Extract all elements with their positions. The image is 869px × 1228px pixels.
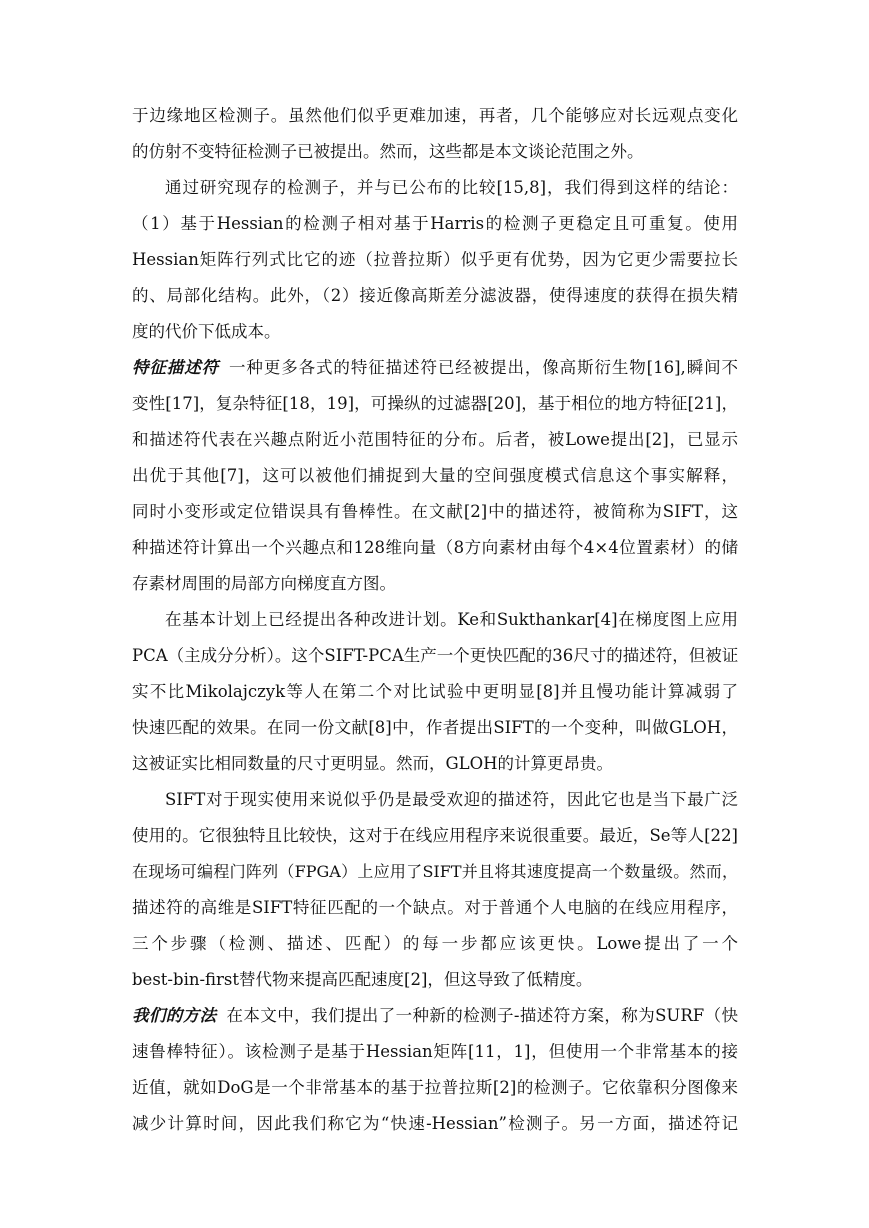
text-line: 使用的。它很独特且比较快，这对于在线应用程序来说很重要。最近，Se等人[22]: [132, 826, 738, 845]
text-line: 的、局部化结构。此外，（2）接近像高斯差分滤波器，使得速度的获得在损失精: [132, 286, 738, 305]
text-run: 一种更多各式的特征描述符已经被提出，像高斯衍生物[16],瞬间不: [229, 358, 738, 377]
text-line: 减少计算时间，因此我们称它为“快速-Hessian”检测子。另一方面，描述符记: [132, 1114, 738, 1133]
text-line: 通过研究现存的检测子，并与已公布的比较[15,8]，我们得到这样的结论：: [165, 178, 738, 197]
text-line: [132, 998, 738, 1034]
text-line: 在现场可编程门阵列（FPGA）上应用了SIFT并且将其速度提高一个数量级。然而，: [132, 862, 738, 881]
text-line: 出优于其他[7]，这可以被他们捕捉到大量的空间强度模式信息这个事实解释，: [132, 466, 738, 485]
section-heading: 我们的方法: [132, 1006, 217, 1025]
text-line: （1）基于Hessian的检测子相对基于Harris的检测子更稳定且可重复。使用: [132, 214, 738, 233]
text-line: 快速匹配的效果。在同一份文献[8]中，作者提出SIFT的一个变种，叫做GLOH，: [132, 718, 738, 737]
text-line: 描述符的高维是SIFT特征匹配的一个缺点。对于普通个人电脑的在线应用程序，: [132, 898, 738, 917]
text-line: 和描述符代表在兴趣点附近小范围特征的分布。后者，被Lowe提出[2]，已显示: [132, 430, 738, 449]
text-line: SIFT对于现实使用来说似乎仍是最受欢迎的描述符，因此它也是当下最广泛: [165, 790, 738, 809]
text-line: 在基本计划上已经提出各种改进计划。Ke和Sukthankar[4]在梯度图上应用: [165, 610, 738, 629]
text-run: 在本文中，我们提出了一种新的检测子-描述符方案，称为SURF（快: [226, 1006, 738, 1025]
text-line: best-bin-first替代物来提高匹配速度[2]，但这导致了低精度。: [132, 970, 593, 989]
text-line: 实不比Mikolajczyk等人在第二个对比试验中更明显[8]并且慢功能计算减弱了: [132, 682, 738, 701]
text-line: [132, 350, 738, 386]
text-line: 于边缘地区检测子。虽然他们似乎更难加速，再者，几个能够应对长远观点变化: [132, 106, 738, 125]
text-line: 速鲁棒特征）。该检测子是基于Hessian矩阵[11，1]，但使用一个非常基本的接: [132, 1042, 738, 1061]
text-line: 这被证实比相同数量的尺寸更明显。然而，GLOH的计算更昂贵。: [132, 754, 614, 773]
text-line: 变性[17]，复杂特征[18，19]，可操纵的过滤器[20]，基于相位的地方特征[21]，: [132, 394, 738, 413]
text-line: 的仿射不变特征检测子已被提出。然而，这些都是本文谈论范围之外。: [132, 142, 644, 161]
text-line: 近值，就如DoG是一个非常基本的基于拉普拉斯[2]的检测子。它依靠积分图像来: [132, 1078, 738, 1097]
text-line: 度的代价下低成本。: [132, 322, 281, 341]
text-line: Hessian矩阵行列式比它的迹（拉普拉斯）似乎更有优势，因为它更少需要拉长: [132, 250, 738, 269]
text-line: 三个步骤（检测、描述、匹配）的每一步都应该更快。Lowe提出了一个: [132, 934, 738, 953]
text-line: 同时小变形或定位错误具有鲁棒性。在文献[2]中的描述符，被简称为SIFT，这: [132, 502, 738, 521]
section-heading: 特征描述符: [132, 358, 220, 377]
text-line: PCA（主成分分析）。这个SIFT-PCA生产一个更快匹配的36尺寸的描述符，但被证: [132, 646, 738, 665]
text-line: 存素材周围的局部方向梯度直方图。: [132, 574, 396, 593]
text-line: 种描述符计算出一个兴趣点和128维向量（8方向素材由每个4×4位置素材）的储: [132, 538, 738, 557]
